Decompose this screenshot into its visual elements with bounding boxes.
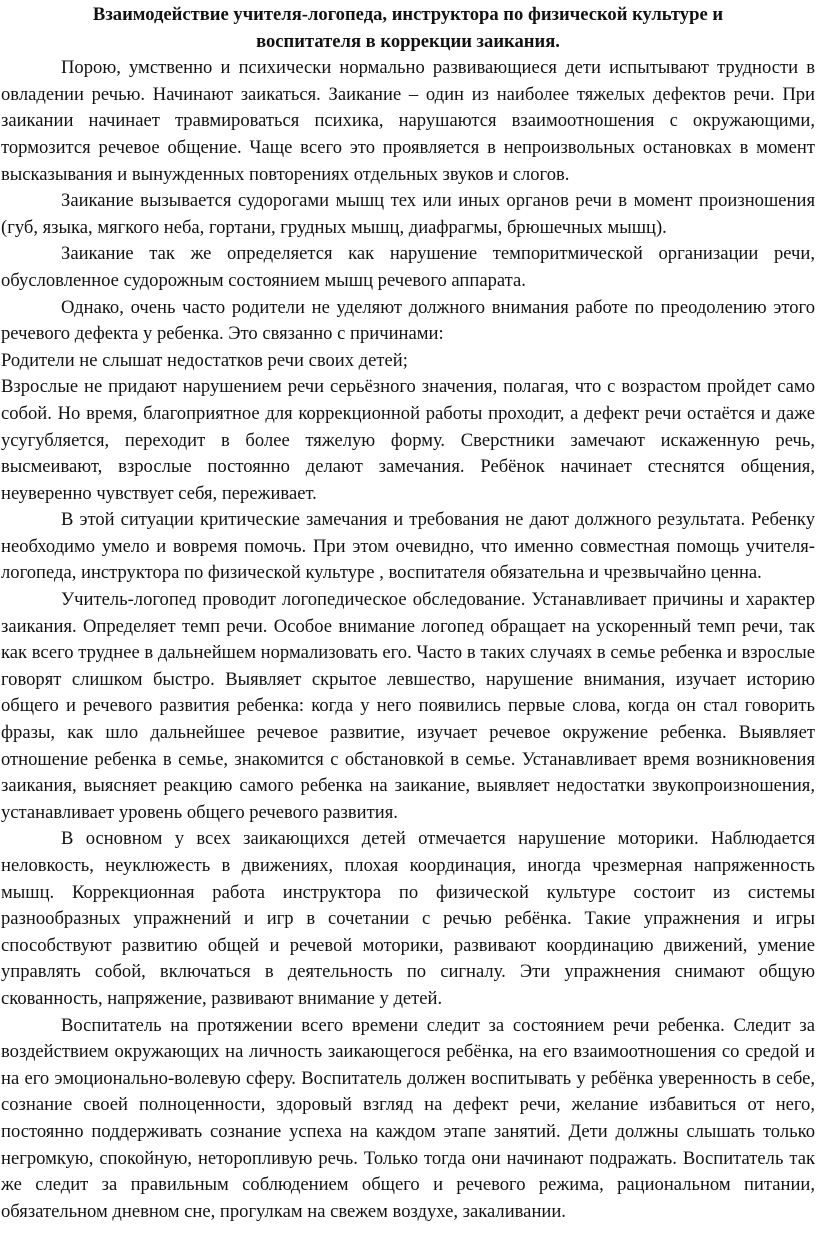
- paragraph-causes: Заикание вызывается судорогами мышц тех или иных органов речи в момент произношения (губ, языка, мягкого неба, гортани, грудных мышц, диафрагмы, брюшечных мышц).: [1, 190, 815, 238]
- paragraph-definition: Заикание так же определяется как нарушение темпоритмической организации речи, обусловленное судорожным состоянием мышц речевого аппарата.: [1, 243, 815, 291]
- paragraph-educator: Воспитатель на протяжении всего времени следит за состоянием речи ребенка. Следит за воздействием окружающих на личность заикающегося ребёнка, на его взаимоотношения со средой и на его эмоционально-волевую сферу. Воспитатель должен воспитывать у ребёнка уверенность в себе, сознание своей полноценности, здоровый взгляд на дефект речи, желание избавиться от него, постоянно поддерживать сознание успеха на каждом этапе занятий. Дети должны слышать только негромкую, спокойную, неторопливую речь. Только тогда они начинают подражать. Воспитатель так же следит за правильным соблюдением общего и речевого режима, рациональном питании, обязательном дневном сне, прогулкам на свежем воздухе, закаливании.: [1, 1014, 815, 1222]
- paragraph-parents: Однако, очень часто родители не уделяют должного внимания работе по преодолению этого речевого дефекта у ребенка. Это связанно с причинами:: [1, 296, 815, 345]
- paragraph-pe-instructor: В основном у всех заикающихся детей отмечается нарушение моторики. Наблюдается неловкость, неуклюжесть в движениях, плохая координация, иногда чрезмерная напряженность мышц. Коррекционная работа инструктора по физической культуре состоит из системы разнообразных упражнений и игр в сочетании с речью ребёнка. Такие упражнения и игры способствуют развитию общей и речевой моторики, развивают координацию движений, умение управлять собой, включаться в деятельность по сигналу. Эти упражнения снимают общую скованность, напряжение, развивают внимание у детей.: [1, 828, 815, 1009]
- paragraph-reason-1: Родители не слышат недостатков речи своих детей;: [1, 349, 408, 371]
- paragraph-intro: Порою, умственно и психически нормально развивающиеся дети испытывают трудности в овладении речью. Начинают заикаться. Заикание – один из наиболее тяжелых дефектов речи. При заикании начинает травмироваться психика, нарушаются взаимоотношения с окружающими, тормозится речевое общение. Чаще всего это проявляется в непроизвольных остановках в момент высказывания и вынужденных повторениях отдельных звуков и слогов.: [1, 57, 815, 185]
- paragraph-situation: В этой ситуации критические замечания и требования не дают должного результата. Ребенку необходимо умело и вовремя помочь. При этом очевидно, что именно совместная помощь учителя-логопеда, инструктора по физической культуре , воспитателя обязательна и чрезвычайно ценна.: [1, 509, 815, 584]
- paragraph-speech-therapist: Учитель-логопед проводит логопедическое обследование. Устанавливает причины и характер заикания. Определяет темп речи. Особое внимание логопед обращает на ускоренный темп речи, так как всего труднее в дальнейшем нормализовать его. Часто в таких случаях в семье ребенка и взрослые говорят слишком быстро. Выявляет скрытое левшество, нарушение внимания, изучает историю общего и речевого развития ребенка: когда у него появились первые слова, когда он стал говорить фразы, как шло дальнейшее речевое развитие, изучает речевое окружение ребенка. Выявляет отношение ребенка в семье, знакомится с обстановкой в семье. Устанавливает время возникновения заикания, выясняет реакцию самого ребенка на заикание, выявляет недостатки звукопроизношения, устанавливает уровень общего речевого развития.: [1, 589, 815, 823]
- paragraph-reason-2: Взрослые не придают нарушением речи серьёзного значения, полагая, что с возрастом пройдет само собой. Но время, благоприятное для коррекционной работы проходит, а дефект речи остаётся и даже усугубляется, переходит в более тяжелую форму. Сверстники замечают искаженную речь, высмеивают, взрослые постоянно делают замечания. Ребёнок начинает стеснятся общения, неуверенно чувствует себя, переживает.: [1, 376, 815, 504]
- document-title: Взаимодействие учителя-логопеда, инструктора по физической культуре и воспитателя в коррекции заикания.: [92, 4, 724, 52]
